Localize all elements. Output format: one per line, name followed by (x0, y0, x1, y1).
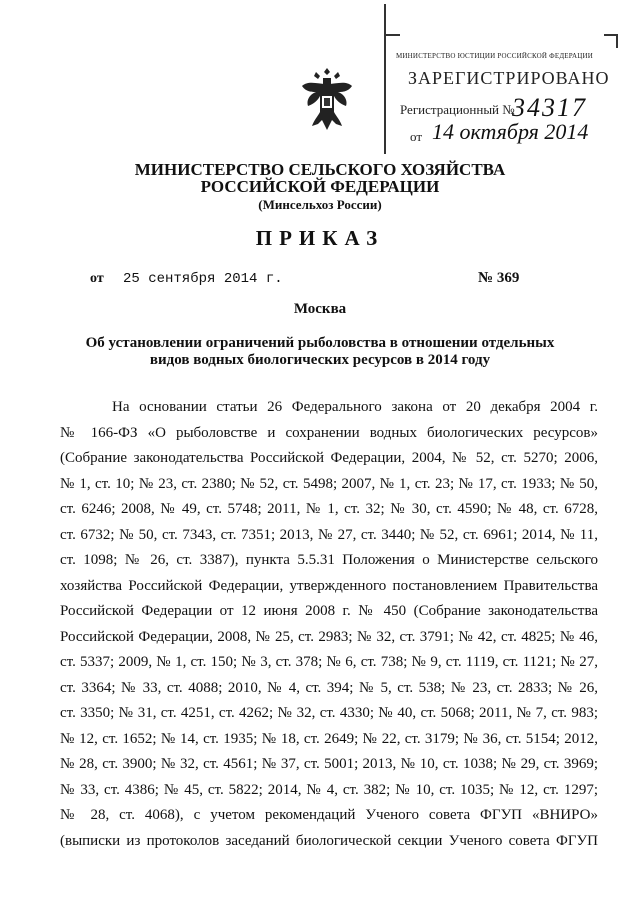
date-prefix-label: от (90, 271, 104, 286)
order-title-line2: видов водных биологических ресурсов в 2014 году (149, 352, 491, 368)
stamp-date-label: от (410, 129, 423, 144)
ministry-short-name: (Минсельхоз России) (258, 197, 382, 212)
body-line: ст. 6246; 2008, № 49, ст. 5748; 2011, № 1, ст. 32; № 30, ст. 4590; № 48, ст. 6728, (60, 501, 598, 517)
body-line: На основании статьи 26 Федерального закона от 20 декабря 2004 г. (112, 399, 598, 415)
body-line: № 12, ст. 1652; № 14, ст. 1935; № 18, ст. 2649; № 22, ст. 3179; № 36, ст. 5154; 2012, (60, 731, 598, 747)
ministry-name-line1: МИНИСТЕРСТВО СЕЛЬСКОГО ХОЗЯЙСТВА (134, 160, 506, 179)
body-line: Российской Федерации от 12 июня 2008 г. № 450 (Собрание законодательства (60, 603, 598, 619)
stamp-registered-label: ЗАРЕГИСТРИРОВАНО (408, 68, 610, 88)
stamp-date-value: 14 октября 2014 (432, 119, 589, 144)
stamp-frame-mark (386, 34, 400, 36)
coat-of-arms-emblem (296, 62, 358, 136)
stamp-reg-number-value: 34317 (512, 93, 587, 122)
body-line: № 28, ст. 4068), с учетом рекомендаций Ученого совета ФГУП «ВНИРО» (60, 807, 598, 823)
stamp-frame-mark (616, 34, 618, 48)
body-line: № 28, ст. 3900; № 32, ст. 4561; № 37, ст. 5001; 2013, № 10, ст. 1038; № 29, ст. 3969; (60, 756, 598, 772)
order-number: № 369 (478, 270, 520, 286)
body-line: ст. 5337; 2009, № 1, ст. 150; № 3, ст. 378; № 6, ст. 738; № 9, ст. 1119, ст. 1121; № 27, (60, 654, 598, 670)
body-line: ст. 3364; № 33, ст. 4088; 2010, № 4, ст. 394; № 5, ст. 538; № 23, ст. 2833; № 26, (60, 680, 598, 696)
body-line: № 33, ст. 4386; № 45, ст. 5822; 2014, № 4, ст. 382; № 10, ст. 1035; № 12, ст. 1297; (60, 782, 598, 798)
registration-stamp (384, 4, 618, 154)
body-line: Российской Федерации, 2008, № 25, ст. 2983; № 32, ст. 3791; № 42, ст. 4825; № 46, (60, 629, 598, 645)
order-title-line1: Об установлении ограничений рыболовства в отношении отдельных (85, 335, 555, 351)
body-line: (выписки из протоколов заседаний биологической секции Ученого совета ФГУП (60, 833, 598, 849)
stamp-reg-number-label: Регистрационный № (400, 102, 515, 117)
body-line: ст. 1098; № 26, ст. 3387), пункта 5.5.31 Положения о Министерстве сельского (60, 552, 598, 568)
stamp-ministry-line: МИНИСТЕРСТВО ЮСТИЦИИ РОССИЙСКОЙ ФЕДЕРАЦИИ (396, 52, 593, 60)
document-type-title: ПРИКАЗ (255, 226, 385, 250)
body-line: № 1, ст. 10; № 23, ст. 2380; № 52, ст. 5498; 2007, № 1, ст. 23; № 17, ст. 1933; № 50, (60, 476, 598, 492)
body-line: № 166-ФЗ «О рыболовстве и сохранении водных биологических ресурсов» (60, 425, 598, 441)
body-line: хозяйства Российской Федерации, утвержденного постановлением Правительства (60, 578, 598, 594)
body-line: ст. 6732; № 50, ст. 7343, ст. 7351; 2013, № 27, ст. 3440; № 52, ст. 6961; 2014, № 11, (60, 527, 598, 543)
order-date: 25 сентября 2014 г. (123, 271, 283, 287)
body-line: ст. 3350; № 31, ст. 4251, ст. 4262; № 32, ст. 4330; № 40, ст. 5068; 2011, № 7, ст. 983; (60, 705, 598, 721)
body-line: (Собрание законодательства Российской Федерации, 2004, № 52, ст. 5270; 2006, (60, 450, 598, 466)
ministry-name-line2: РОССИЙСКОЙ ФЕДЕРАЦИИ (200, 177, 440, 196)
city-name: Москва (293, 301, 347, 317)
